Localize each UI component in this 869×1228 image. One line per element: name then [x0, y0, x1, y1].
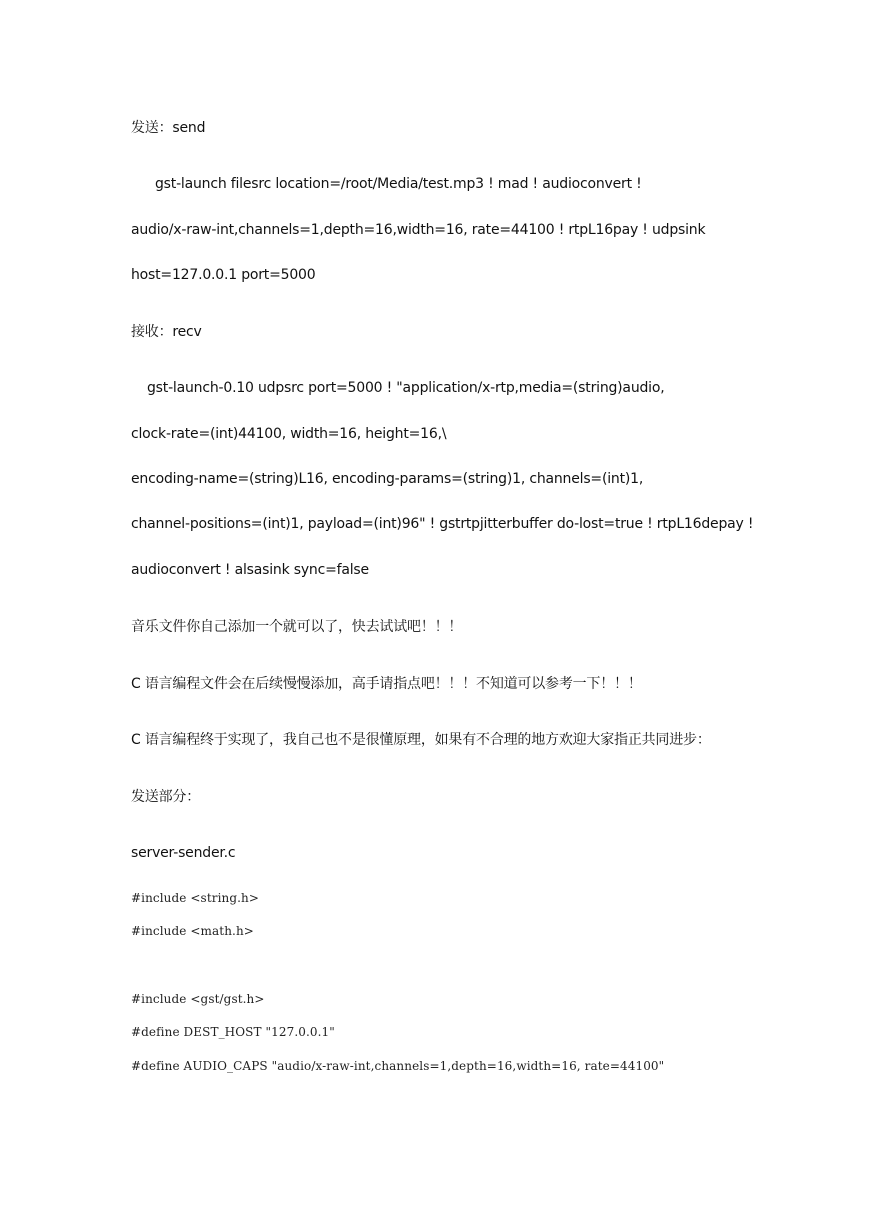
send-command-line-1: gst-launch filesrc location=/root/Media/test.mp3 ! mad ! audioconvert ! [155, 176, 642, 192]
send-part-heading: 发送部分： [131, 789, 200, 805]
recv-command-line-4: channel-positions=(int)1, payload=(int)96" ! gstrtpjitterbuffer do-lost=true ! rtpL16depay ! [131, 516, 754, 532]
send-command-line-3: host=127.0.0.1 port=5000 [131, 267, 316, 283]
recv-command-line-2: clock-rate=(int)44100, width=16, height=16,\ [131, 426, 447, 442]
code-line: #include <gst/gst.h> [131, 992, 265, 1006]
code-line: #define AUDIO_CAPS "audio/x-raw-int,channels=1,depth=16,width=16, rate=44100" [131, 1059, 665, 1073]
code-line: #include <math.h> [131, 924, 254, 938]
note-c-later: C 语言编程文件会在后续慢慢添加，高手请指点吧！！！不知道可以参考一下！！！ [131, 676, 642, 692]
recv-command-line-3: encoding-name=(string)L16, encoding-params=(string)1, channels=(int)1, [131, 471, 644, 487]
send-heading: 发送：send [131, 120, 206, 136]
note-music-file: 音乐文件你自己添加一个就可以了，快去试试吧！！！ [131, 619, 463, 635]
code-line: #include <string.h> [131, 891, 260, 905]
recv-command-line-1: gst-launch-0.10 udpsrc port=5000 ! "application/x-rtp,media=(string)audio, [147, 380, 665, 396]
note-c-done: C 语言编程终于实现了，我自己也不是很懂原理，如果有不合理的地方欢迎大家指正共同进步： [131, 732, 711, 748]
send-command-line-2: audio/x-raw-int,channels=1,depth=16,width=16, rate=44100 ! rtpL16pay ! udpsink [131, 222, 706, 238]
code-line: #define DEST_HOST "127.0.0.1" [131, 1025, 335, 1039]
recv-heading: 接收：recv [131, 324, 202, 340]
recv-command-line-5: audioconvert ! alsasink sync=false [131, 562, 369, 578]
source-filename: server-sender.c [131, 845, 236, 861]
